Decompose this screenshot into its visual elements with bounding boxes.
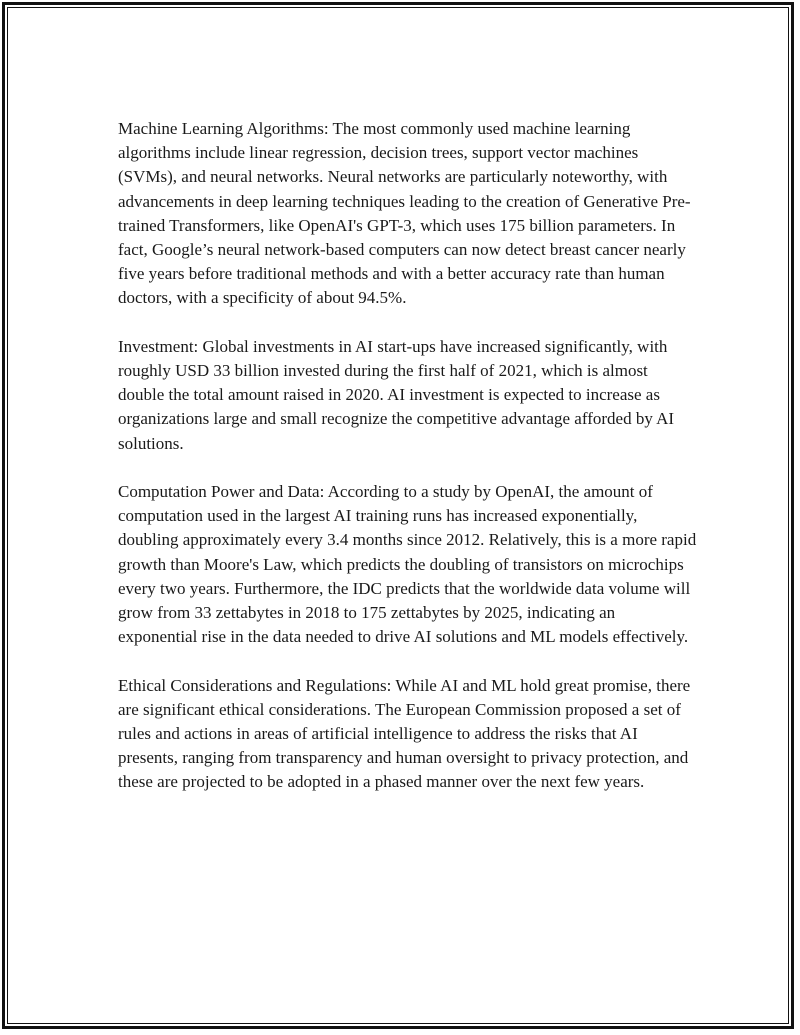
document-body	[118, 117, 698, 819]
paragraph-machine-learning-algorithms: Machine Learning Algorithms: The most commonly used machine learning algorithms include linear regression, decision trees, support vector machines (SVMs), and neural networks. Neural networks are particularly noteworthy, with advancements in deep learning techniques leading to the creation of Generative Pre-trained Transformers, like OpenAI's GPT-3, which uses 175 billion parameters. In fact, Google’s neural network-based computers can now detect breast cancer nearly five years before traditional methods and with a better accuracy rate than human doctors, with a specificity of about 94.5%.	[118, 119, 691, 308]
paragraph-investment: Investment: Global investments in AI start-ups have increased significantly, with roughly USD 33 billion invested during the first half of 2021, which is almost double the total amount raised in 2020. AI investment is expected to increase as organizations large and small recognize the competitive advantage afforded by AI solutions.	[118, 336, 675, 453]
paragraph-computation-power-and-data: Computation Power and Data: According to a study by OpenAI, the amount of computation used in the largest AI training runs has increased exponentially, doubling approximately every 3.4 months since 2012. Relatively, this is a more rapid growth than Moore's Law, which predicts the doubling of transistors on microchips every two years. Furthermore, the IDC predicts that the worldwide data volume will grow from 33 zettabytes in 2018 to 175 zettabytes by 2025, indicating an exponential rise in the data needed to drive AI solutions and ML models effectively.	[118, 482, 697, 647]
paragraph-ethical-considerations: Ethical Considerations and Regulations: While AI and ML hold great promise, there are significant ethical considerations. The European Commission proposed a set of rules and actions in areas of artificial intelligence to address the risks that AI presents, ranging from transparency and human oversight to privacy protection, and these are projected to be adopted in a phased manner over the next few years.	[118, 675, 691, 792]
